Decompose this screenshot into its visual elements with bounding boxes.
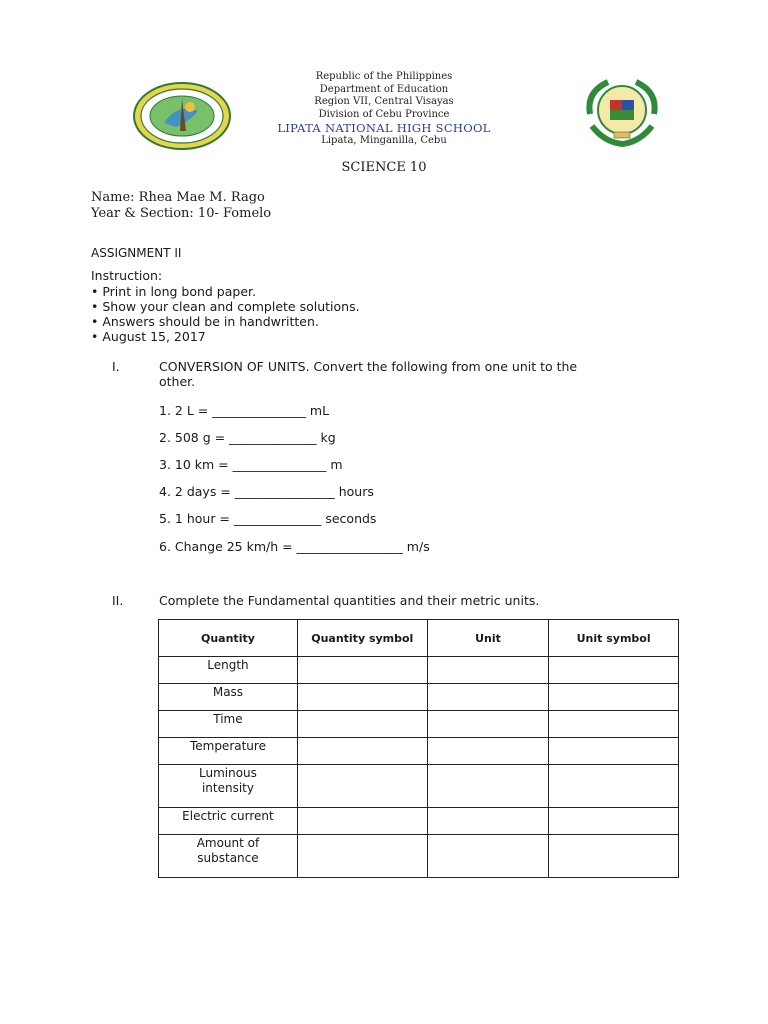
fundamental-quantities-table: [158, 619, 679, 878]
part-1-heading-line: CONVERSION OF UNITS. Convert the following from one unit to the: [159, 359, 578, 374]
answer-cell: [549, 738, 679, 765]
subject-title: SCIENCE 10: [341, 160, 427, 175]
part-1-heading: [159, 359, 684, 389]
student-section: Year & Section: 10- Fomelo: [91, 206, 272, 221]
answer-cell: [549, 765, 679, 808]
table-row: [159, 684, 679, 711]
table-row: [159, 835, 679, 878]
answer-cell: [427, 711, 549, 738]
letterhead: [0, 71, 768, 148]
part-1-numeral: I.: [112, 359, 120, 374]
answer-cell: [427, 657, 549, 684]
student-name: Name: Rhea Mae M. Rago: [91, 190, 265, 205]
answer-cell: [297, 765, 427, 808]
instruction-item: • Answers should be in handwritten.: [91, 314, 319, 329]
table-row: [159, 765, 679, 808]
instruction-label: Instruction:: [91, 268, 163, 283]
answer-cell: [297, 657, 427, 684]
school-name: LIPATA NATIONAL HIGH SCHOOL: [277, 121, 491, 135]
table-row: [159, 657, 679, 684]
conversion-item: 1. 2 L = _______________ mL: [159, 403, 330, 418]
column-header-quantity: Quantity: [159, 620, 298, 657]
part-1-heading-line: other.: [159, 374, 196, 389]
instruction-item: • Show your clean and complete solutions.: [91, 299, 360, 314]
answer-cell: [549, 711, 679, 738]
quantity-cell: Length: [159, 657, 298, 684]
answer-cell: [297, 808, 427, 835]
quantity-cell: Amount of substance: [159, 835, 298, 878]
conversion-item: 4. 2 days = ________________ hours: [159, 484, 374, 499]
school-address: Lipata, Minganilla, Cebu: [321, 135, 447, 146]
header-line-department: Department of Education: [319, 83, 449, 95]
column-header-quantity-symbol: Quantity symbol: [297, 620, 427, 657]
answer-cell: [427, 765, 549, 808]
conversion-item: 6. Change 25 km/h = _________________ m/s: [159, 539, 430, 554]
quantity-cell: Temperature: [159, 738, 298, 765]
part-2-heading: Complete the Fundamental quantities and their metric units.: [159, 593, 540, 608]
answer-cell: [297, 835, 427, 878]
header-line-republic: Republic of the Philippines: [315, 71, 453, 82]
quantity-cell: Electric current: [159, 808, 298, 835]
answer-cell: [297, 738, 427, 765]
table-row: [159, 808, 679, 835]
table-row: [159, 711, 679, 738]
part-2-numeral: II.: [112, 593, 124, 608]
answer-cell: [549, 684, 679, 711]
instruction-item: • Print in long bond paper.: [91, 284, 256, 299]
conversion-item: 2. 508 g = ______________ kg: [159, 430, 336, 445]
answer-cell: [549, 835, 679, 878]
table-row: [159, 738, 679, 765]
table-header-row: [159, 620, 679, 657]
answer-cell: [297, 684, 427, 711]
answer-cell: [427, 835, 549, 878]
column-header-unit: Unit: [427, 620, 549, 657]
assignment-title: ASSIGNMENT II: [91, 246, 182, 260]
answer-cell: [427, 808, 549, 835]
quantity-cell: Luminous intensity: [159, 765, 298, 808]
header-line-region: Region VII, Central Visayas: [314, 96, 454, 107]
column-header-unit-symbol: Unit symbol: [549, 620, 679, 657]
quantity-cell: Mass: [159, 684, 298, 711]
answer-cell: [549, 808, 679, 835]
conversion-item: 5. 1 hour = ______________ seconds: [159, 511, 377, 526]
answer-cell: [297, 711, 427, 738]
quantity-cell: Time: [159, 711, 298, 738]
answer-cell: [427, 738, 549, 765]
header-line-division: Division of Cebu Province: [318, 108, 450, 120]
answer-cell: [549, 657, 679, 684]
conversion-item: 3. 10 km = _______________ m: [159, 457, 343, 472]
instruction-item: • August 15, 2017: [91, 329, 206, 344]
answer-cell: [427, 684, 549, 711]
